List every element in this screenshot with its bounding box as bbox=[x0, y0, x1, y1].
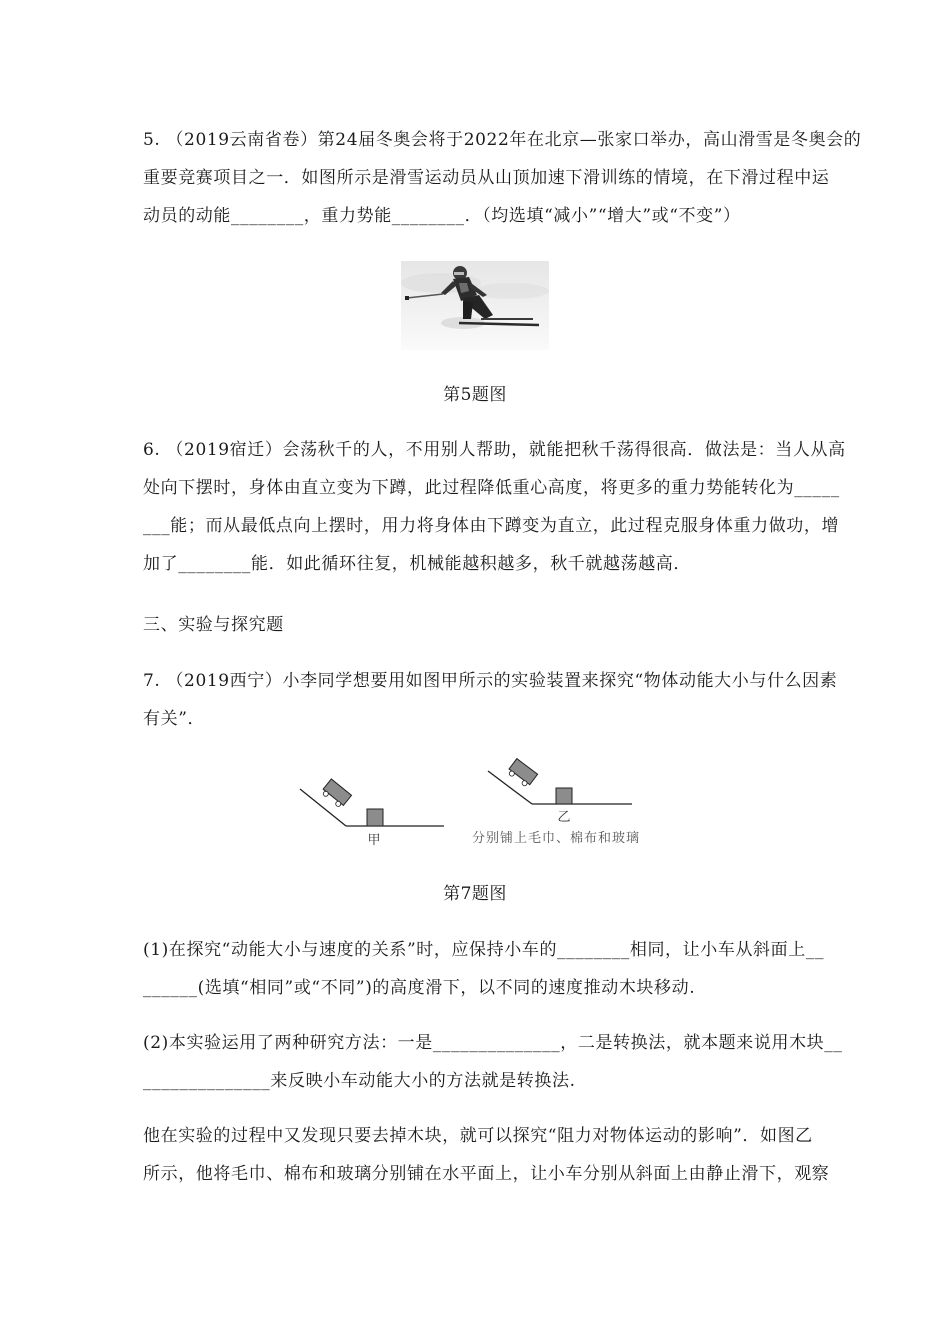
diagram-note: 分别铺上毛巾、棉布和玻璃 bbox=[471, 831, 641, 846]
question-7-part-2 bbox=[143, 1024, 843, 1100]
question-7-text bbox=[143, 662, 838, 738]
text-line: 6. （2019宿迁）会荡秋千的人，不用别人帮助，就能把秋千荡得很高．做法是：当人从高 bbox=[143, 440, 846, 460]
text-line: 5. （2019云南省卷）第24届冬奥会将于2022年在北京—张家口举办，高山滑雪是冬奥会的 bbox=[143, 130, 862, 150]
skier-photo bbox=[401, 261, 549, 350]
text-line: ______________来反映小车动能大小的方法就是转换法. bbox=[143, 1071, 576, 1091]
diagram-jia bbox=[300, 779, 444, 848]
question-7-continuation bbox=[143, 1117, 830, 1193]
figure-7-caption: 第7题图 bbox=[443, 884, 507, 904]
question-5-text bbox=[143, 121, 862, 235]
figure-5-caption: 第5题图 bbox=[443, 385, 507, 405]
text-line: 处向下摆时，身体由直立变为下蹲，此过程降低重心高度，将更多的重力势能转化为_____ bbox=[143, 478, 840, 498]
text-line: (2)本实验运用了两种研究方法：一是______________，二是转换法，就本题来说用木块__ bbox=[143, 1033, 843, 1053]
question-7-part-1 bbox=[143, 931, 825, 1007]
text-line: 所示，他将毛巾、棉布和玻璃分别铺在水平面上，让小车分别从斜面上由静止滑下，观察 bbox=[143, 1164, 830, 1184]
text-line: 有关”． bbox=[143, 709, 206, 729]
text-line: 他在实验的过程中又发现只要去掉木块，就可以探究“阻力对物体运动的影响”．如图乙 bbox=[143, 1126, 813, 1146]
section-heading: 三、实验与探究题 bbox=[143, 615, 284, 635]
text-line: 重要竞赛项目之一．如图所示是滑雪运动员从山顶加速下滑训练的情境，在下滑过程中运 bbox=[143, 168, 830, 188]
text-line: ______(选填“相同”或“不同”)的高度滑下，以不同的速度推动木块移动. bbox=[143, 978, 696, 998]
text-line: 加了________能．如此循环往复，机械能越积越多，秋千就越荡越高． bbox=[143, 554, 691, 574]
text-line: ___能；而从最低点向上摆时，用力将身体由下蹲变为直立，此过程克服身体重力做功，增 bbox=[143, 516, 840, 536]
diagram-label-yi: 乙 bbox=[557, 810, 571, 825]
text-line: 动员的动能________，重力势能________．（均选填“减小”“增大”或“不变”） bbox=[143, 206, 741, 226]
diagram-yi bbox=[472, 759, 640, 846]
diagram-label-jia: 甲 bbox=[367, 833, 381, 848]
question-6-text bbox=[143, 431, 846, 583]
text-line: (1)在探究“动能大小与速度的关系”时，应保持小车的________相同，让小车从斜面上__ bbox=[143, 940, 825, 960]
text-line: 7. （2019西宁）小李同学想要用如图甲所示的实验装置来探究“物体动能大小与什么因素 bbox=[143, 671, 838, 691]
ramp-diagram bbox=[290, 755, 670, 855]
